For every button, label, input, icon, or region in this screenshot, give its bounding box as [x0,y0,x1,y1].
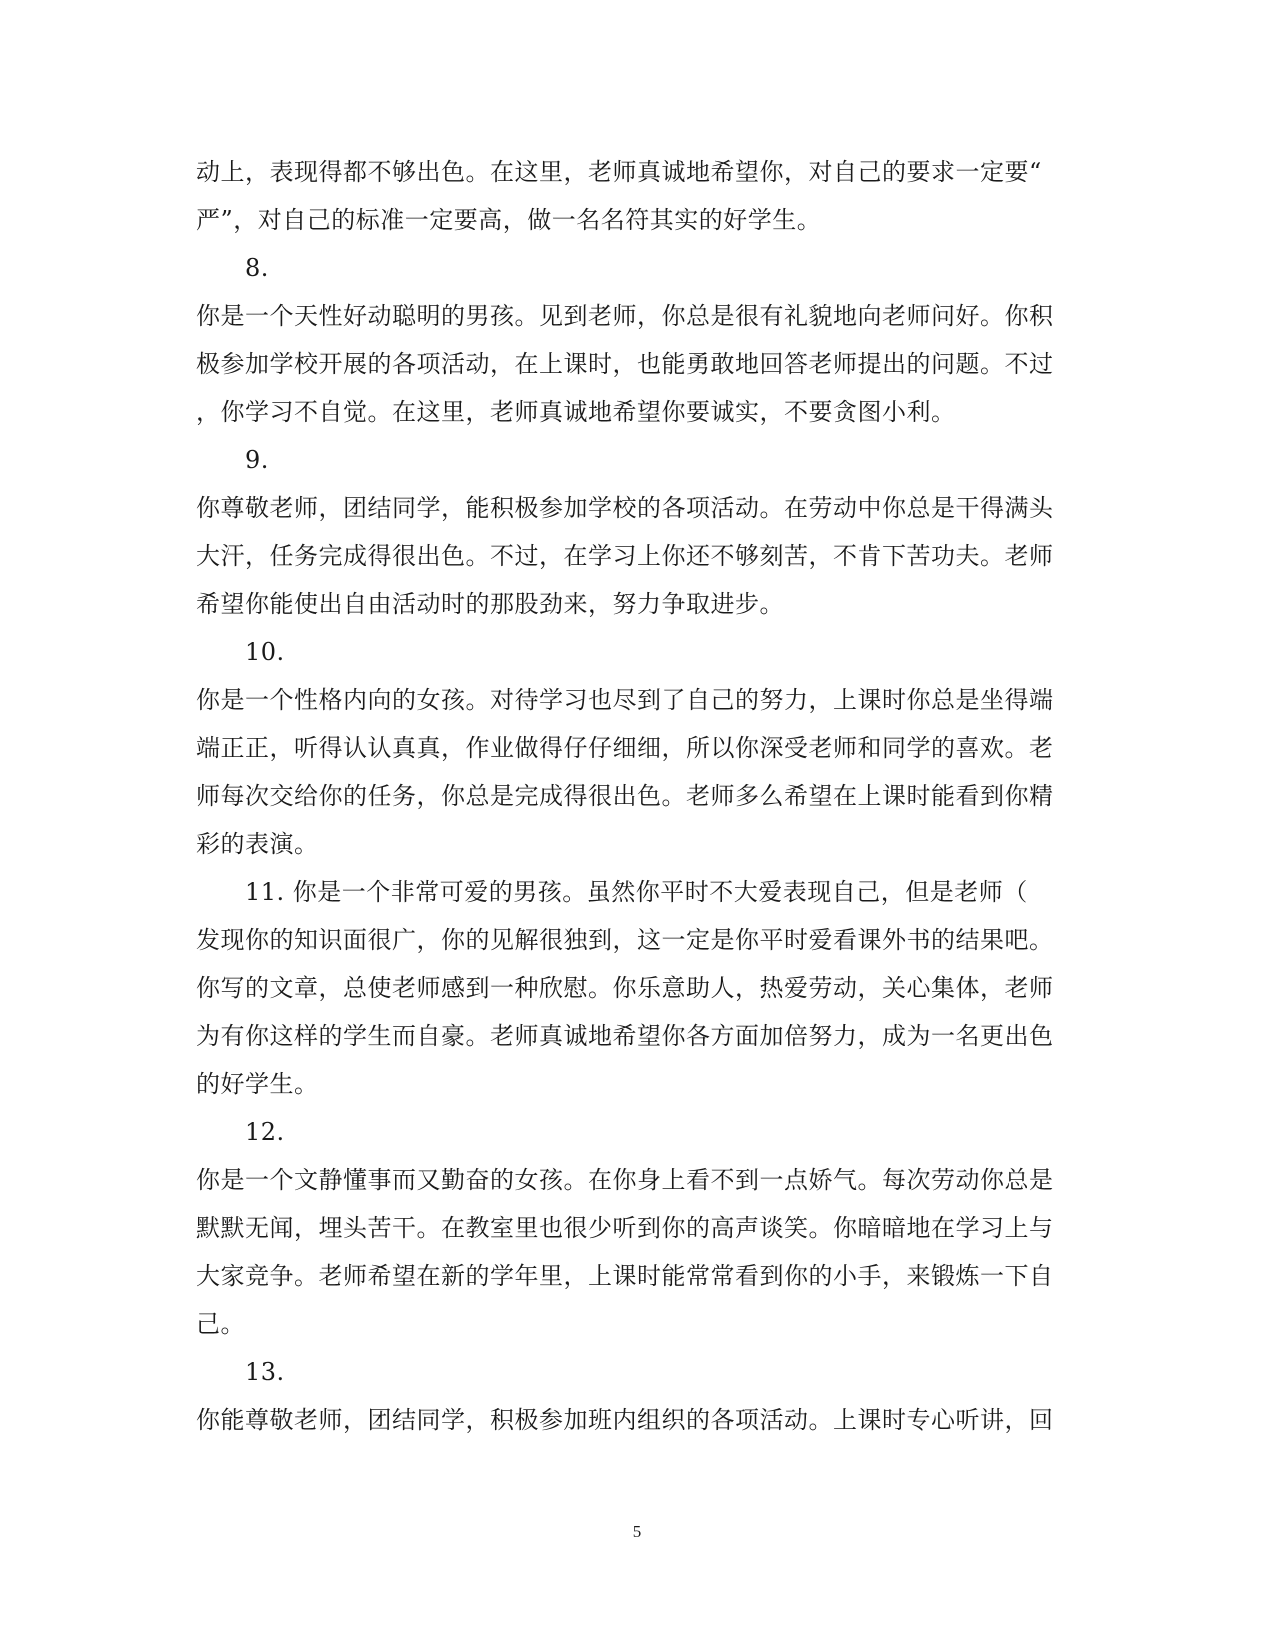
item-number: 10. [245,638,285,666]
text-line: 发现你的知识面很广，你的见解很独到，这一定是你平时爱看课外书的结果吧。 [196,926,1054,954]
text-line: 极参加学校开展的各项活动，在上课时，也能勇敢地回答老师提出的问题。不过 [196,350,1054,378]
item-number: 9. [245,446,269,474]
text-line: 严”，对自己的标准一定要高，做一名名符其实的好学生。 [196,206,822,234]
text-line: 端正正，听得认认真真，作业做得仔仔细细，所以你深受老师和同学的喜欢。老 [196,734,1054,762]
text-line: 你是一个性格内向的女孩。对待学习也尽到了自己的努力，上课时你总是坐得端 [196,686,1054,714]
item-number: 8. [245,254,269,282]
text-line: 为有你这样的学生而自豪。老师真诚地希望你各方面加倍努力，成为一名更出色 [196,1022,1054,1050]
text-line: 你是一个文静懂事而又勤奋的女孩。在你身上看不到一点娇气。每次劳动你总是 [196,1166,1054,1194]
text-line: 默默无闻，埋头苦干。在教室里也很少听到你的高声谈笑。你暗暗地在学习上与 [196,1214,1054,1242]
text-line: 11. 你是一个非常可爱的男孩。虽然你平时不大爱表现自己，但是老师（ [245,878,1028,906]
text-line: 希望你能使出自由活动时的那股劲来，努力争取进步。 [196,590,784,618]
text-line: 师每次交给你的任务，你总是完成得很出色。老师多么希望在上课时能看到你精 [196,782,1054,810]
text-line: ，你学习不自觉。在这里，老师真诚地希望你要诚实，不要贪图小利。 [196,398,956,426]
text-line: 你写的文章，总使老师感到一种欣慰。你乐意助人，热爱劳动，关心集体，老师 [196,974,1054,1002]
text-line: 大家竞争。老师希望在新的学年里，上课时能常常看到你的小手，来锻炼一下自 [196,1262,1054,1290]
text-line: 大汗，任务完成得很出色。不过，在学习上你还不够刻苦，不肯下苦功夫。老师 [196,542,1054,570]
text-line: 的好学生。 [196,1070,319,1098]
item-number: 12. [245,1118,285,1146]
item-number: 13. [245,1358,285,1386]
text-line: 动上，表现得都不够出色。在这里，老师真诚地希望你，对自己的要求一定要“ [196,158,1042,186]
text-line: 你是一个天性好动聪明的男孩。见到老师，你总是很有礼貌地向老师问好。你积 [196,302,1054,330]
text-line: 彩的表演。 [196,830,319,858]
page-number: 5 [632,1522,642,1541]
text-line: 你尊敬老师，团结同学，能积极参加学校的各项活动。在劳动中你总是干得满头 [196,494,1054,522]
text-line: 你能尊敬老师，团结同学，积极参加班内组织的各项活动。上课时专心听讲，回 [196,1406,1054,1434]
text-line: 己。 [196,1310,245,1338]
